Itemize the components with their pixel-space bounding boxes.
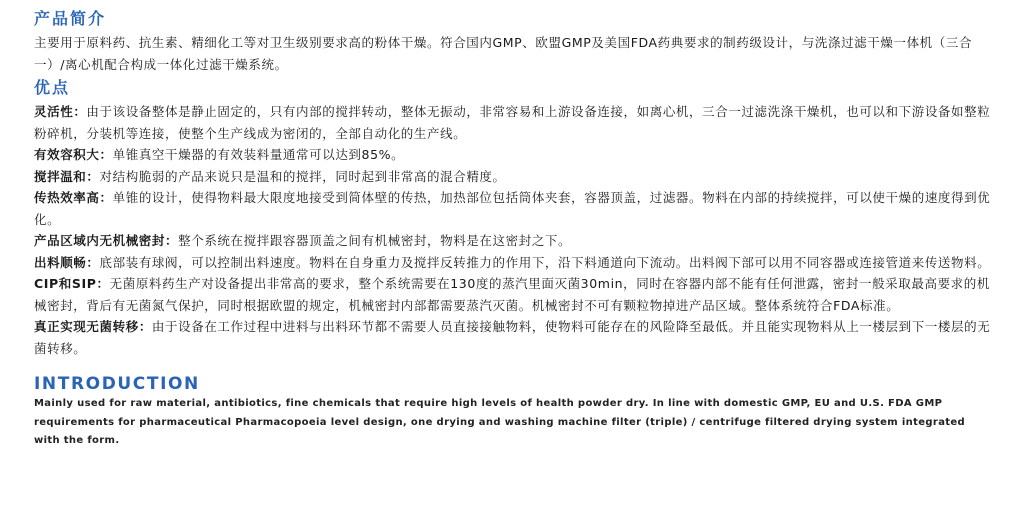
section-heading-advantages: 优点: [34, 78, 71, 97]
advantage-label: CIP和SIP: [34, 276, 97, 291]
section-spacer: [34, 359, 994, 373]
advantage-sep: ：: [96, 276, 110, 291]
advantage-text: 无菌原料药生产对设备提出非常高的要求，整个系统需要在130度的蒸汽里面灭菌30min，同时在容器内部不能有任何泄露，密封一般采取最高要求的机械密封，背后有无菌氮气保护，同时根据欧盟的规定，机械密封内部都需要蒸汽灭菌。机械密封不可有颗粒物掉进产品区域。整体系统符合FDA标准。: [34, 276, 990, 313]
advantage-item-volume: [34, 144, 994, 166]
advantage-text: 单锥真空干燥器的有效装料量通常可以达到85%。: [112, 147, 405, 162]
product-description-page: [34, 6, 994, 451]
section-heading-introduction: INTRODUCTION: [34, 374, 200, 394]
advantage-text: 对结构脆弱的产品来说只是温和的搅拌，同时起到非常高的混合精度。: [99, 168, 506, 184]
advantage-sep: ：: [138, 319, 152, 334]
advantage-label: 有效容积大: [34, 147, 100, 162]
advantage-item-no-seal: [34, 230, 994, 252]
advantage-item-flexibility: [34, 101, 994, 144]
intro-cn-text: 主要用于原料药、抗生素、精细化工等对卫生级别要求高的粉体干燥。符合国内GMP、欧盟GMP及美国FDA药典要求的制药级设计，与洗涤过滤干燥一体机（三合一）/离心机配合构成一体化过滤干燥系统。: [34, 35, 973, 72]
advantage-text: 整个系统在搅拌跟容器顶盖之间有机械密封，物料是在这密封之下。: [178, 233, 572, 248]
section-heading-intro-cn: 产品简介: [34, 9, 107, 28]
advantage-sep: ：: [86, 168, 100, 184]
advantage-text: 由于设备在工作过程中进料与出料环节都不需要人员直接接触物料，使物料可能存在的风险降至最低。并且能实现物料从上一楼层到下一楼层的无菌转移。: [34, 319, 991, 356]
advantage-sep: ：: [73, 104, 87, 119]
advantage-item-cip-sip: [34, 273, 994, 316]
advantage-sep: ：: [165, 233, 179, 248]
advantage-item-heat-transfer: [34, 187, 994, 230]
advantage-text: 底部装有球阀，可以控制出料速度。物料在自身重力及搅拌反转推力的作用下，沿下料通道向下流动。出料阀下部可以用不同容器或连接管道来传送物料。: [99, 254, 991, 270]
advantage-label: 灵活性: [34, 104, 74, 119]
advantage-label: 出料顺畅: [34, 254, 87, 270]
advantage-sep: ：: [86, 254, 100, 270]
advantage-label: 搅拌温和: [34, 168, 87, 184]
advantage-label: 产品区域内无机械密封: [34, 233, 166, 248]
advantage-label: 传热效率高: [34, 190, 100, 205]
advantage-sep: ：: [99, 190, 113, 205]
advantage-item-discharge: [34, 252, 994, 274]
advantage-item-sterile-transfer: [34, 316, 994, 359]
advantage-text: 由于该设备整体是静止固定的，只有内部的搅拌转动，整体无振动，非常容易和上游设备连接，如离心机，三合一过滤洗涤干燥机，也可以和下游设备如整粒粉碎机，分装机等连接，使整个生产线成为密闭的，全部自动化的生产线。: [34, 104, 991, 141]
advantage-sep: ：: [99, 147, 113, 162]
intro-en-text: Mainly used for raw material, antibiotics, fine chemicals that require high levels of health powder dry. In line with domestic GMP, EU and U.S. FDA GMP requirements for pharmaceutical Pharmacopoeia level design, one drying and washing machine filter (triple) / centrifuge filtered drying system integrated with the form.: [34, 398, 966, 446]
advantage-item-gentle-mixing: [34, 166, 994, 188]
advantage-label: 真正实现无菌转移: [34, 319, 139, 334]
advantage-text: 单锥的设计，使得物料最大限度地接受到简体壁的传热，加热部位包括筒体夹套，容器顶盖，过滤器。物料在内部的持续搅拌，可以使干燥的速度得到优化。: [34, 190, 991, 227]
